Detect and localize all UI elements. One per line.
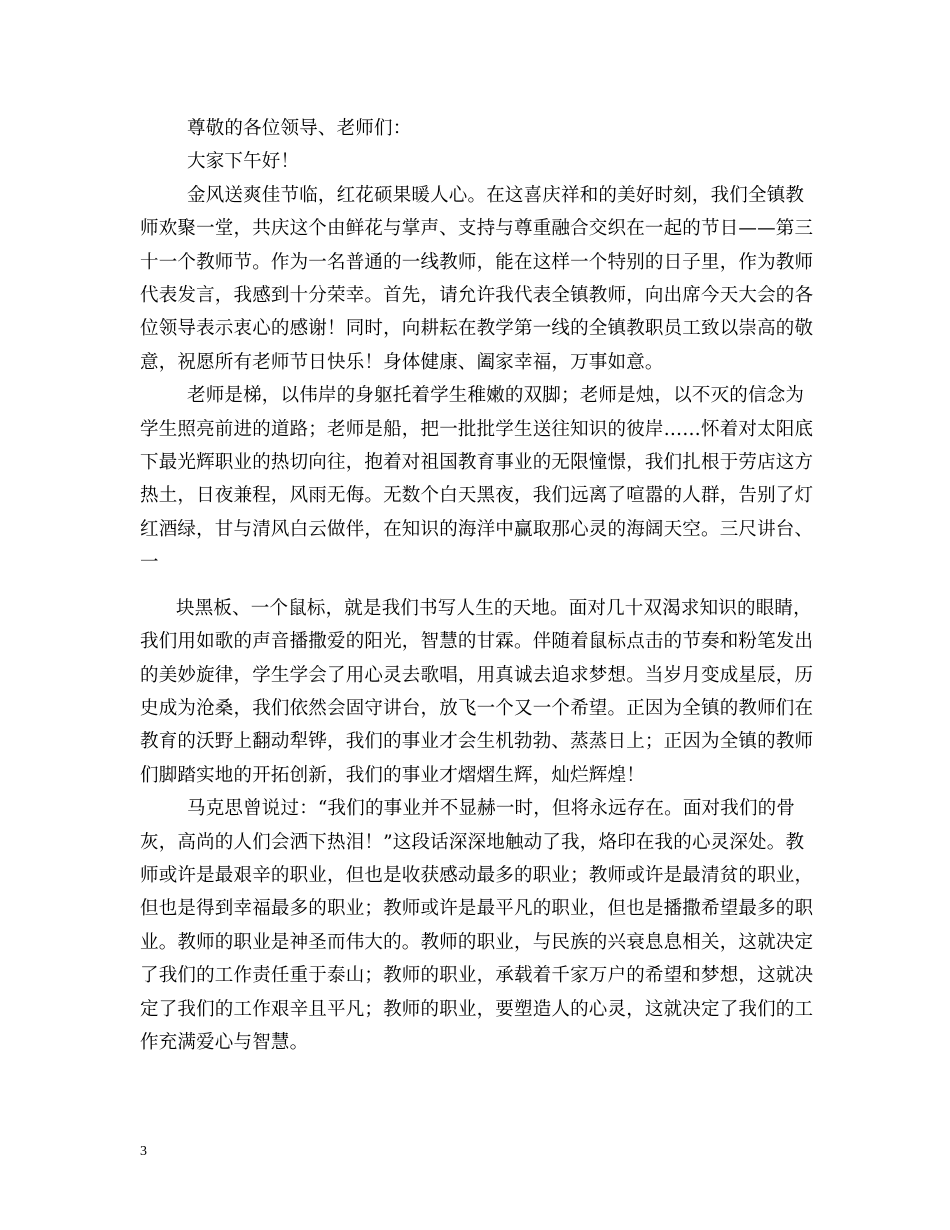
paragraph-line: 师欢聚一堂，共庆这个由鲜花与掌声、支持与尊重融合交织在一起的节日——第三 bbox=[140, 218, 814, 240]
paragraph-line: 代表发言，我感到十分荣幸。首先，请允许我代表全镇教师，向出席今天大会的各 bbox=[140, 285, 814, 307]
paragraph-line: 块黑板、一个鼠标，就是我们书写人生的天地。面对几十双渴求知识的眼睛， bbox=[176, 597, 812, 619]
paragraph-line: 师或许是最艰辛的职业，但也是收获感动最多的职业；教师或许是最清贫的职业， bbox=[140, 864, 814, 886]
paragraph-line: 马克思曾说过：“我们的事业并不显赫一时，但将永远存在。面对我们的骨 bbox=[187, 798, 796, 820]
paragraph-line: 一 bbox=[140, 552, 159, 574]
paragraph-line: 但也是得到幸福最多的职业；教师或许是最平凡的职业，但也是播撒希望最多的职 bbox=[140, 898, 814, 920]
paragraph-line: 的美妙旋律，学生学会了用心灵去歌唱，用真诚去追求梦想。当岁月变成星辰，历 bbox=[140, 664, 814, 686]
paragraph-line: 热土，日夜兼程，风雨无侮。无数个白天黑夜，我们远离了喧嚣的人群，告别了灯 bbox=[140, 485, 814, 507]
paragraph-line: 老师是梯，以伟岸的身躯托着学生稚嫩的双脚；老师是烛，以不灭的信念为 bbox=[187, 385, 805, 407]
paragraph-line: 红酒绿，甘与清风白云做伴，在知识的海洋中赢取那心灵的海阔天空。三尺讲台、 bbox=[140, 518, 814, 540]
paragraph-line: 灰，高尚的人们会洒下热泪！”这段话深深地触动了我，烙印在我的心灵深处。教 bbox=[140, 831, 805, 853]
paragraph-line: 学生照亮前进的道路；老师是船，把一批批学生送往知识的彼岸……怀着对太阳底 bbox=[140, 418, 814, 440]
paragraph-line: 意，祝愿所有老师节日快乐！身体健康、阖家幸福，万事如意。 bbox=[140, 351, 664, 373]
paragraph-line: 业。教师的职业是神圣而伟大的。教师的职业，与民族的兴衰息息相关，这就决定 bbox=[140, 931, 814, 953]
document-body bbox=[140, 112, 812, 1059]
paragraph-line: 史成为沧桑，我们依然会固守讲台，放飞一个又一个希望。正因为全镇的教师们在 bbox=[140, 697, 814, 719]
paragraph-line: 作充满爱心与智慧。 bbox=[140, 1031, 309, 1053]
paragraph-line: 们脚踏实地的开拓创新，我们的事业才熠熠生辉，灿烂辉煌！ bbox=[140, 764, 645, 786]
paragraph-line: 金风送爽佳节临，红花硕果暖人心。在这喜庆祥和的美好时刻，我们全镇教 bbox=[187, 184, 805, 206]
paragraph-line: 定了我们的工作艰辛且平凡；教师的职业，要塑造人的心灵，这就决定了我们的工 bbox=[140, 998, 814, 1020]
paragraph-line: 教育的沃野上翻动犁铧，我们的事业才会生机勃勃、蒸蒸日上；正因为全镇的教师 bbox=[140, 731, 814, 753]
paragraph-line: 下最光辉职业的热切向往，抱着对祖国教育事业的无限憧憬，我们扎根于劳店这方 bbox=[140, 452, 814, 474]
paragraph-line: 了我们的工作责任重于泰山；教师的职业，承载着千家万户的希望和梦想，这就决 bbox=[140, 965, 814, 987]
salutation: 尊敬的各位领导、老师们： bbox=[187, 118, 412, 139]
paragraph-line: 我们用如歌的声音播撒爱的阳光，智慧的甘霖。伴随着鼠标点击的节奏和粉笔发出 bbox=[140, 631, 814, 653]
paragraph-line: 十一个教师节。作为一名普通的一线教师，能在这样一个特别的日子里，作为教师 bbox=[140, 251, 814, 273]
paragraph-line: 位领导表示衷心的感谢！同时，向耕耘在教学第一线的全镇教职员工致以崇高的敬 bbox=[140, 318, 814, 340]
greeting: 大家下午好！ bbox=[187, 151, 300, 173]
page-number: 3 bbox=[140, 1144, 147, 1159]
